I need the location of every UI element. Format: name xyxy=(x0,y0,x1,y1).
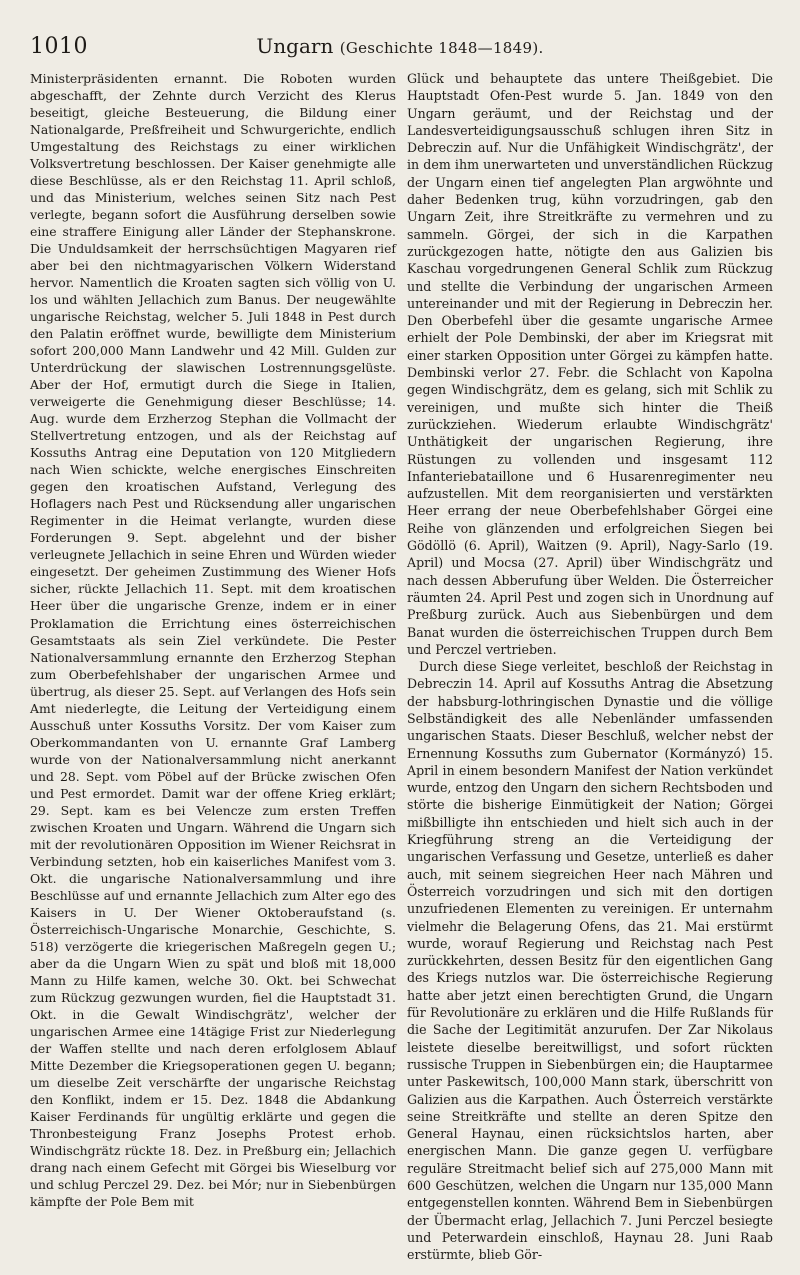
paragraph: Durch diese Siege verleitet, beschloß der Reichstag in Debreczin 14. April auf Kossuths Antrag die Absetzung der habsburg-lothringischen Dynastie und die völlige Selbständigkeit des alle Nebenländer umfassenden ungarischen Staats. Dieser Beschluß, welcher nebst der Ernennung Kossuths zum Gubernator (Kormányzó) 15. April in einem besondern Manifest der Nation verkündet wurde, entzog den Ungarn den sichern Rechtsboden und störte die bisherige Einmütigkeit der Nation; Görgei mißbilligte ihn entschieden und hielt sich auch in der Kriegführung streng an die Verteidigung der ungarischen Verfassung und Gesetze, unterließ es daher auch, mit seinem siegreichen Heer nach Mähren und Österreich vorzudringen und sich mit den dortigen unzufriedenen Elementen zu vereinigen. Er unternahm vielmehr die Belagerung Ofens, das 21. Mai erstürmt wurde, worauf Regierung und Reichstag nach Pest zurückkehrten, dessen Besitz für den eigentlichen Gang des Kriegs nutzlos war. Die österreichische Regierung hatte aber jetzt einen berechtigten Grund, die Ungarn für Revolutionäre zu erklären und die Hilfe Rußlands für die Sache der Legitimität anzurufen. Der Zar Nikolaus leistete dieselbe bereitwilligst, und sofort rückten russische Truppen in Siebenbürgen ein; die Hauptarmee unter Paskewitsch, 100,000 Mann stark, überschritt von Galizien aus die Karpathen. Auch Österreich verstärkte seine Streitkräfte und stellte an deren Spitze den General Haynau, einen rücksichtslos harten, aber energischen Mann. Die ganze gegen U. verfügbare reguläre Streitmacht belief sich auf 275,000 Mann mit 600 Geschützen, welchen die Ungarn nur 135,000 Mann entgegenstellen konnten. Während Bem in Siebenbürgen der Übermacht erlag, Jellachich 7. Juni Perczel besiegte und Peterwardein einschloß, Haynau 28. Juni Raab erstürmte, blieb Gör- xyxy=(407,659,773,1263)
paragraph: Glück und behauptete das untere Theißgebiet. Die Hauptstadt Ofen-Pest wurde 5. Jan. 1849 von den Ungarn geräumt, und der Reichstag und der Landesverteidigungsausschuß schlugen ihren Sitz in Debreczin auf. Nur die Unfähigkeit Windischgrätz', der in dem ihm unerwarteten und unverständlichen Rückzug der Ungarn einen tief angelegten Plan argwöhnte und daher Bedenken trug, kühn vorzudringen, gab den Ungarn Zeit, ihre Streitkräfte zu vermehren und zu sammeln. Görgei, der sich in die Karpathen zurückgezogen hatte, nötigte den aus Galizien bis Kaschau vorgedrungenen General Schlik zum Rückzug und stellte die Verbindung der ungarischen Armeen untereinander und mit der Regierung in Debreczin her. Den Oberbefehl über die gesamte ungarische Armee erhielt der Pole Dembinski, der aber im Kriegsrat mit einer starken Opposition unter Görgei zu kämpfen hatte. Dembinski verlor 27. Febr. die Schlacht von Kapolna gegen Windischgrätz, dem es gelang, sich mit Schlik zu vereinigen, und mußte sich hinter die Theiß zurückziehen. Wiederum erlaubte Windischgrätz' Unthätigkeit der ungarischen Regierung, ihre Rüstungen zu vollenden und insgesamt 112 Infanteriebataillone und 6 Husarenregimenter neu aufzustellen. Mit dem reorganisierten und verstärkten Heer errang der neue Oberbefehlshaber Görgei eine Reihe von glänzenden und erfolgreichen Siegen bei Gödöllö (6. April), Waitzen (9. April), Nagy-Sarlo (19. April) und Mocsa (27. April) über Windischgrätz und nach dessen Abberufung über Welden. Die Österreicher räumten 24. April Pest und zogen sich in Unordnung auf Preßburg zurück. Auch aus Siebenbürgen und dem Banat wurden die österreichischen Truppen durch Bem und Perczel vertrieben. xyxy=(407,71,773,657)
left-column xyxy=(30,70,396,1210)
running-head-title: Ungarn xyxy=(256,34,334,58)
running-head xyxy=(0,34,800,58)
running-head-subtitle: (Geschichte 1848—1849). xyxy=(339,39,544,57)
page-number: 1010 xyxy=(30,34,88,59)
page-header xyxy=(0,34,800,64)
right-column xyxy=(407,70,773,1263)
paragraph: Ministerpräsidenten ernannt. Die Roboten wurden abgeschafft, der Zehnte durch Verzicht des Klerus beseitigt, gleiche Besteuerung, die Bildung einer Nationalgarde, Preßfreiheit und Schwurgerichte, endlich Umgestaltung des Reichstags zu einer wirklichen Volksvertretung beschlossen. Der Kaiser genehmigte alle diese Beschlüsse, als er den Reichstag 11. April schloß, und das Ministerium, welches seinen Sitz nach Pest verlegte, begann sofort die Ausführung derselben sowie eine straffere Einigung aller Länder der Stephanskrone. Die Unduldsamkeit der herrschsüchtigen Magyaren rief aber bei den nichtmagyarischen Völkern Widerstand hervor. Namentlich die Kroaten sagten sich völlig von U. los und wählten Jellachich zum Banus. Der neugewählte ungarische Reichstag, welcher 5. Juli 1848 in Pest durch den Palatin eröffnet wurde, bewilligte dem Ministerium sofort 200,000 Mann Landwehr und 42 Mill. Gulden zur Unterdrückung der slawischen Lostrennungsgelüste. Aber der Hof, ermutigt durch die Siege in Italien, verweigerte die Genehmigung dieser Beschlüsse; 14. Aug. wurde dem Erzherzog Stephan die Vollmacht der Stellvertretung entzogen, und als der Reichstag auf Kossuths Antrag eine Deputation von 120 Mitgliedern nach Wien schickte, welche energisches Einschreiten gegen den kroatischen Aufstand, Verlegung des Hoflagers nach Pest und Rücksendung aller ungarischen Regimenter in die Heimat verlangte, wurden diese Forderungen 9. Sept. abgelehnt und der bisher verleugnete Jellachich in seine Ehren und Würden wieder eingesetzt. Der geheimen Zustimmung des Wiener Hofs sicher, rückte Jellachich 11. Sept. mit dem kroatischen Heer über die ungarische Grenze, indem er in einer Proklamation die Errichtung eines österreichischen Gesamtstaats als sein Ziel verkündete. Die Pester Nationalversammlung ernannte den Erzherzog Stephan zum Oberbefehlshaber der ungarischen Armee und übertrug, als dieser 25. Sept. auf Verlangen des Hofs sein Amt niederlegte, die Leitung der Verteidigung einem Ausschuß unter Kossuths Vorsitz. Der vom Kaiser zum Oberkommandanten von U. ernannte Graf Lamberg wurde von der Nationalversammlung nicht anerkannt und 28. Sept. vom Pöbel auf der Brücke zwischen Ofen und Pest ermordet. Damit war der offene Krieg erklärt; 29. Sept. kam es bei Velencze zum ersten Treffen zwischen Kroaten und Ungarn. Während die Ungarn sich mit der revolutionären Opposition im Wiener Reichsrat in Verbindung setzten, hob ein kaiserliches Manifest vom 3. Okt. die ungarische Nationalversammlung und ihre Beschlüsse auf und ernannte Jellachich zum Alter ego des Kaisers in U. Der Wiener Oktoberaufstand (s. Österreichisch-Ungarische Monarchie, Geschichte, S. 518) verzögerte die kriegerischen Maßregeln gegen U.; aber da die Ungarn Wien zu spät und bloß mit 18,000 Mann zu Hilfe kamen, welche 30. Okt. bei Schwechat zum Rückzug gezwungen wurden, fiel die Hauptstadt 31. Okt. in die Gewalt Windischgrätz', welcher der ungarischen Armee eine 14tägige Frist zur Niederlegung der Waffen stellte und nach deren erfolglosem Ablauf Mitte Dezember die Kriegsoperationen gegen U. begann; um dieselbe Zeit verschärfte der ungarische Reichstag den Konflikt, indem er 15. Dez. 1848 die Abdankung Kaiser Ferdinands für ungültig erklärte und gegen die Thronbesteigung Franz Josephs Protest erhob. Windischgrätz rückte 18. Dez. in Preßburg ein; Jellachich drang nach einem Gefecht mit Görgei bis Wieselburg vor und schlug Perczel 29. Dez. bei Mór; nur in Siebenbürgen kämpfte der Pole Bem mit xyxy=(30,71,396,1210)
